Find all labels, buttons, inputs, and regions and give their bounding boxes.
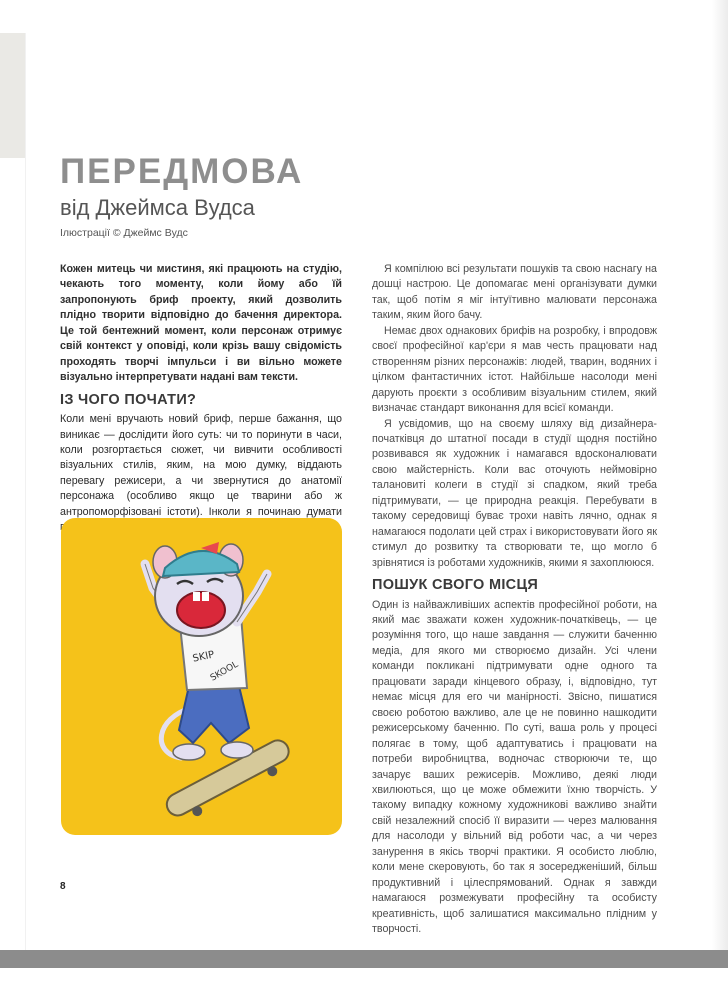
section-heading-start: ІЗ ЧОГО ПОЧАТИ?	[60, 391, 197, 408]
character-illustration	[61, 518, 342, 835]
skater-rat-drawing	[61, 518, 342, 835]
page-gutter-shadow	[712, 0, 728, 950]
shirt-text-1: SKIP	[191, 649, 216, 665]
left-page-band	[0, 33, 25, 158]
page-number: 8	[60, 881, 66, 892]
bottom-margin	[0, 968, 728, 1000]
body-paragraph: Немає двох однакових брифів на розробку, і впродовж своєї професійної кар'єри я мав честь працювати над створенням різних персонажів: людей, тварин, водяних і цілком фантастичних істот. Найбільше насолоди мені дарують проєкти з особливим візуальним стилем, який визначає стандарт виконання для всієї команди.	[372, 324, 657, 415]
body-paragraph: Я компілюю всі результати пошуків та свою наснагу на дошці настрою. Це допомагає мені організувати думки так, щоб потім я міг інтуїтивно малювати персонажа таким, яким його бачу.	[372, 263, 657, 322]
body-paragraph: Я усвідомив, що на своєму шляху від дизайнера-початківця до штатної посади в студії щодня постійно розвивався як художник і намагався вдосконалювати свою майстерність. Коли вас оточують неймовірно талановиті колеги в студії зі спадком, який треба підтримувати, — це природна реакція. Перебувати в такому середовищі буває трохи навіть лячно, однак я намагаюся подолати цей страх і використовувати його як стимул до розвитку та створювати те, що могло б зрівнятися із роботами художників, якими я захоплююся.	[372, 417, 657, 569]
illustration-credit: Ілюстрації © Джеймс Вудс	[60, 227, 188, 239]
page-subtitle: від Джеймса Вудса	[60, 195, 255, 220]
left-column	[60, 262, 342, 536]
page-title: ПЕРЕДМОВА	[60, 152, 304, 191]
right-column	[372, 262, 657, 937]
intro-paragraph: Кожен митець чи мистиня, які працюють на студію, чекають того моменту, коли йому або їй запропонують бриф проекту, який дозволить плідно творити відповідно до бачення директора. Це той бентежний момент, коли персонаж отримує свій контекст у оповіді, коли крізь вашу свідомість проходять творчі імпульси і ви вільно можете візуально інтерпретувати надані вам тексти.	[60, 263, 342, 384]
page-edge	[25, 33, 26, 950]
section-heading-place: ПОШУК СВОГО МІСЦЯ	[372, 577, 539, 594]
body-paragraph: Один із найважливіших аспектів професійної роботи, на який має зважати кожен художник-початківець, — це розуміння того, що наше завдання — служити баченню медіа, для якого ми створюємо дизайн. Усі члени команди покликані підтримувати одне одного та працювати заради кінцевого образу, і, відповідно, тут немає місця для его чи манірності. Звісно, пишатися своєю роботою важливо, але це не повинно нашкодити режисерському баченню. По суті, ваша роль у процесі полягає в тому, щоб адаптуватись і працювати на потреби виробництва, водночас створюючи те, що зачарує ваших режисерів. Можливо, деякі люди хвилюються, що це може обмежити їхню творчість. У такому випадку кожному художникові важливо знайти свій незалежний спосіб її виразити — через малювання для насолоди у вільний від роботи час, а чи через занурення в якісь творчі практики. Я особисто люблю, коли мене скеровують, бо так я зосередженіший, більш продуктивний і цілеспрямований. Однак я завжди намагаюся розмежувати професійну та особисту креативність, щоб залишатися максимально плідним у творчості.	[372, 598, 657, 936]
bottom-gray-bar	[0, 950, 728, 968]
body-paragraph: Коли мені вручають новий бриф, перше бажання, що виникає — дослідити його суть: чи то поринути в часи, коли розгортається сюжет, чи вивчити особливості візуальних стилів, яким, на мою думку, віддають перевагу режисери, а чи звернутися до анатомії персонажа (особливо якщо це тварини або ж антропоморфізовані істоти). Інколи я починаю думати	[60, 413, 342, 518]
shirt-text-2: SKOOL	[208, 659, 241, 684]
